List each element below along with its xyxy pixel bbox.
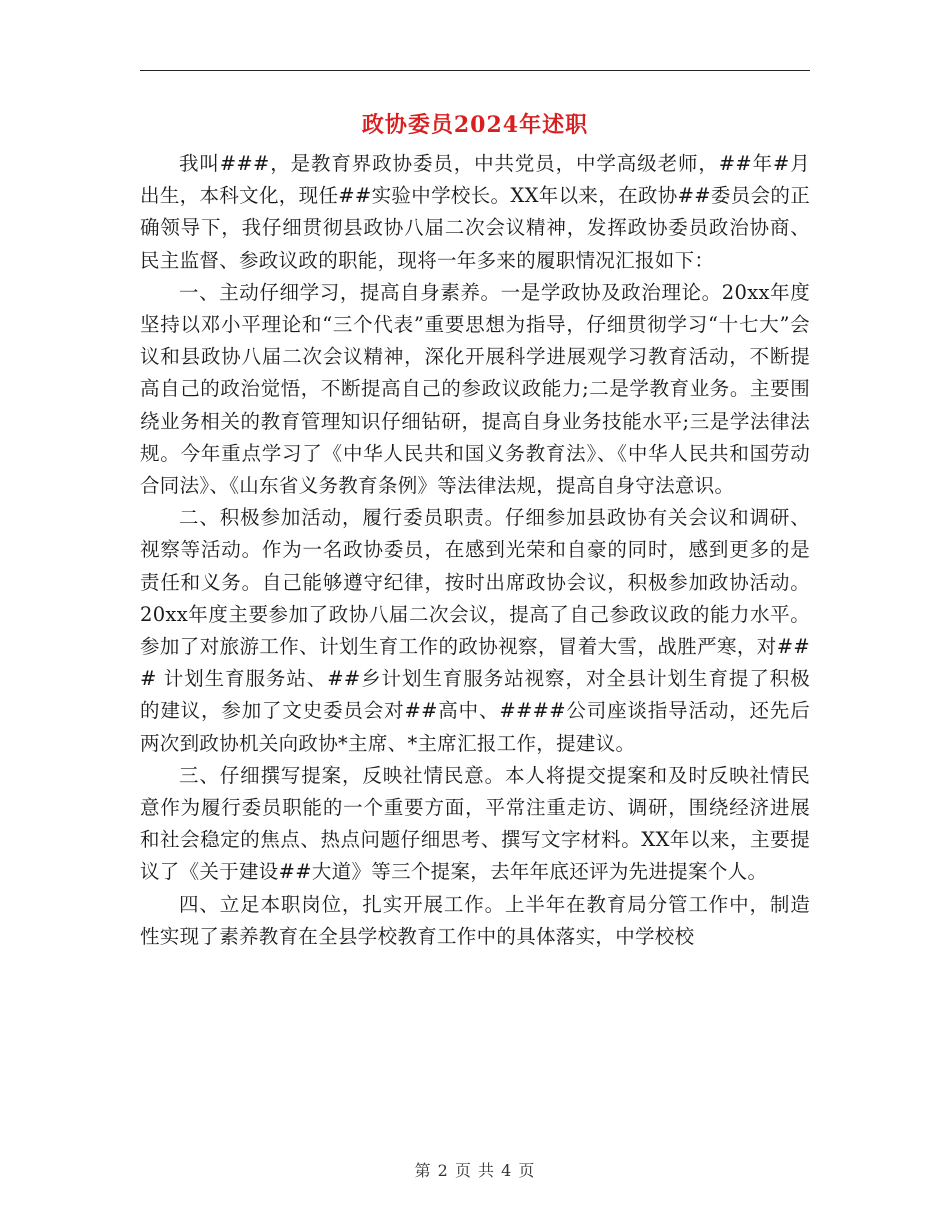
- paragraph-section-4: 四、立足本职岗位，扎实开展工作。上半年在教育局分管工作中，制造性实现了素养教育在全县学校教育工作中的具体落实，中学校校: [140, 892, 810, 948]
- page-number: 第 2 页 共 4 页: [414, 1161, 536, 1180]
- paragraph-section-2: 二、积极参加活动，履行委员职责。仔细参加县政协有关会议和调研、视察等活动。作为一名政协委员，在感到光荣和自豪的同时，感到更多的是责任和义务。自己能够遵守纪律，按时出席政协会议，积极参加政协活动。20xx年度主要参加了政协八届二次会议，提高了自己参政议政的能力水平。参加了对旅游工作、计划生育工作的政协视察，冒着大雪，战胜严寒，对## # 计划生育服务站、##乡计划生育服务站视察，对全县计划生育提了积极的建议，参加了文史委员会对##高中、####公司座谈指导活动，还先后两次到政协机关向政协*主席、*主席汇报工作，提建议。: [140, 506, 810, 755]
- paragraph-section-1: 一、主动仔细学习，提高自身素养。一是学政协及政治理论。20xx年度坚持以邓小平理论和“三个代表”重要思想为指导，仔细贯彻学习“十七大”会议和县政协八届二次会议精神，深化开展科学进展观学习教育活动，不断提高自己的政治觉悟，不断提高自己的参政议政能力;二是学教育业务。主要围绕业务相关的教育管理知识仔细钻研，提高自身业务技能水平;三是学法律法规。今年重点学习了《中华人民共和国义务教育法》、《中华人民共和国劳动合同法》、《山东省义务教育条例》等法律法规，提高自身守法意识。: [140, 280, 810, 498]
- header-rule: [140, 70, 810, 71]
- paragraph-intro: 我叫###，是教育界政协委员，中共党员，中学高级老师，##年#月出生，本科文化，现任##实验中学校长。XX年以来，在政协##委员会的正确领导下，我仔细贯彻县政协八届二次会议精神，发挥政协委员政治协商、民主监督、参政议政的职能，现将一年多来的履职情况汇报如下：: [140, 152, 810, 272]
- paragraph-section-3: 三、仔细撰写提案，反映社情民意。本人将提交提案和及时反映社情民意作为履行委员职能的一个重要方面，平常注重走访、调研，围绕经济进展和社会稳定的焦点、热点问题仔细思考、撰写文字材料。XX年以来，主要提议了《关于建设##大道》等三个提案，去年年底还评为先进提案个人。: [140, 763, 810, 884]
- document-body: [140, 148, 810, 953]
- document-title: 政协委员2024年述职: [361, 112, 589, 138]
